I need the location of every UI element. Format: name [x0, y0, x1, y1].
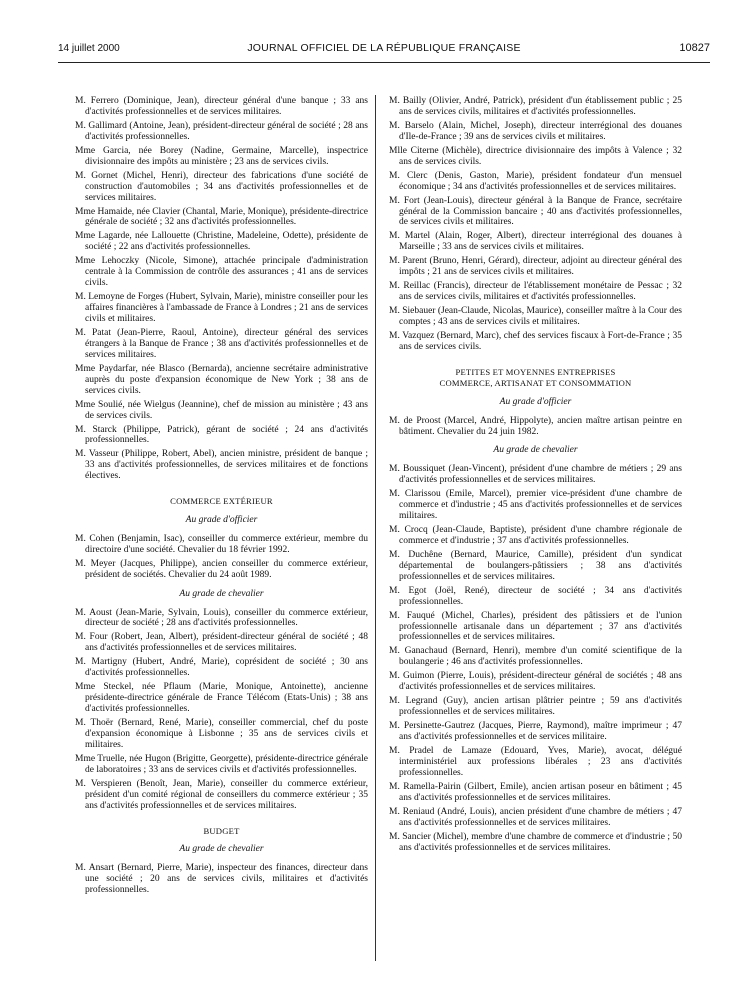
nomination-entry: M. Ansart (Bernard, Pierre, Marie), inspecteur des finances, directeur dans une société ; 20 ans de services civils, militaires et d'activités professionnelles. [75, 863, 368, 896]
nomination-entry: M. Vasseur (Philippe, Robert, Abel), ancien ministre, président de banque ; 33 ans d'activités professionnelles, de services militaires et de fonctions électives. [75, 449, 368, 482]
nomination-entry: M. Verspieren (Benoît, Jean, Marie), conseiller du commerce extérieur, président d'un comité régional de conseillers du commerce extérieur ; 35 ans d'activités professionnelles et de services militaires. [75, 778, 368, 811]
running-header [58, 41, 710, 57]
column-divider [375, 95, 376, 961]
nomination-entry: M. Cohen (Benjamin, Isac), conseiller du commerce extérieur, membre du directoire d'une société. Chevalier du 18 février 1992. [75, 533, 368, 555]
nomination-entry: M. Sancier (Michel), membre d'une chambre de commerce et d'industrie ; 50 ans d'activités professionnelles et de services militaires. [389, 831, 682, 853]
page-number: 10827 [679, 42, 710, 54]
nomination-entry: M. Patat (Jean-Pierre, Raoul, Antoine), directeur général des services étrangers à la Banque de France ; 38 ans d'activités professionnelles et de services militaires. [75, 327, 368, 360]
nomination-entry: M. Starck (Philippe, Patrick), gérant de société ; 24 ans d'activités professionnelles. [75, 424, 368, 446]
nomination-entry: M. Parent (Bruno, Henri, Gérard), directeur, adjoint au directeur général des impôts ; 21 ans de services civils et militaires. [389, 256, 682, 278]
nomination-entry: M. Fauqué (Michel, Charles), président des pâtissiers et de l'union professionnelle artisanale dans un département ; 37 ans d'activités professionnelles et de services militaires. [389, 610, 682, 643]
nomination-entry: M. Ganachaud (Bernard, Henri), membre d'un comité scientifique de la boulangerie ; 46 ans d'activités professionnelles. [389, 646, 682, 668]
issue-date: 14 juillet 2000 [58, 43, 120, 54]
nomination-entry: M. de Proost (Marcel, André, Hippolyte), ancien maître artisan peintre en bâtiment. Chevalier du 24 juin 1982. [389, 415, 682, 437]
header-rule [58, 62, 710, 63]
nomination-entry: M. Clerc (Denis, Gaston, Marie), président fondateur d'un mensuel économique ; 34 ans d'activités professionnelles et de services militaires. [389, 170, 682, 192]
nomination-entry: M. Reillac (Francis), directeur de l'établissement monétaire de Pessac ; 32 ans de services civils, militaires et d'activités professionnelles. [389, 281, 682, 303]
right-column [389, 96, 682, 857]
nomination-entry: M. Aoust (Jean-Marie, Sylvain, Louis), conseiller du commerce extérieur, directeur de société ; 28 ans d'activités professionnelles. [75, 607, 368, 629]
grade-heading: Au grade d'officier [499, 396, 572, 407]
grade-heading: Au grade de chevalier [179, 588, 264, 599]
nomination-entry: M. Bailly (Olivier, André, Patrick), président d'un établissement public ; 25 ans de services civils, militaires et d'activités professionnelles. [389, 96, 682, 117]
nomination-entry: Mme Paydarfar, née Blasco (Bernarda), ancienne secrétaire administrative auprès du poste d'expansion économique de New York ; 38 ans de services civils. [75, 363, 368, 396]
nomination-entry: M. Persinette-Gautrez (Jacques, Pierre, Raymond), maître imprimeur ; 47 ans d'activités professionnelles et de services militaire. [389, 721, 682, 743]
nomination-entry: M. Pradel de Lamaze (Edouard, Yves, Marie), avocat, délégué interministériel aux professions libérales ; 23 ans d'activités professionnelles. [389, 746, 682, 778]
journal-title: JOURNAL OFFICIEL DE LA RÉPUBLIQUE FRANÇAISE [247, 42, 521, 54]
nomination-entry: Mme Soulié, née Wielgus (Jeannine), chef de mission au ministère ; 43 ans de services civils. [75, 399, 368, 421]
ministry-heading: COMMERCE EXTÉRIEUR [170, 496, 273, 507]
grade-heading: Au grade de chevalier [179, 844, 264, 855]
nomination-entry: M. Clarissou (Emile, Marcel), premier vice-président d'une chambre de commerce et d'industrie ; 45 ans d'activités professionnelles et de services militaires. [389, 489, 682, 522]
nomination-entry: M. Thoër (Bernard, René, Marie), conseiller commercial, chef du poste d'expansion économique à Lisbonne ; 35 ans de services civils et militaires. [75, 718, 368, 750]
nomination-entry: M. Lemoyne de Forges (Hubert, Sylvain, Marie), ministre conseiller pour les affaires financières à l'ambassade de France à Londres ; 21 ans de services civils et militaires. [75, 292, 368, 324]
nomination-entry: M. Siebauer (Jean-Claude, Nicolas, Maurice), conseiller maître à la Cour des comptes ; 43 ans de services civils et militaires. [389, 306, 682, 328]
nomination-entry: M. Guimon (Pierre, Louis), président-directeur général de sociétés ; 48 ans d'activités professionnelles et de services militaires. [389, 671, 682, 693]
nomination-entry: Mme Garcia, née Borey (Nadine, Germaine, Marcelle), inspectrice divisionnaire des impôts au ministère ; 23 ans de services civils. [75, 145, 368, 167]
nomination-entry: M. Martel (Alain, Roger, Albert), directeur interrégional des douanes à Marseille ; 33 ans de services civils et militaires. [389, 231, 682, 253]
nomination-entry: M. Four (Robert, Jean, Albert), président-directeur général de société ; 48 ans d'activités professionnelles et de services militaires. [75, 632, 368, 654]
nomination-entry: M. Ferrero (Dominique, Jean), directeur général d'une banque ; 33 ans d'activités professionnelles et de services militaires. [75, 96, 368, 117]
ministry-heading: PETITES ET MOYENNES ENTREPRISES COMMERCE, ARTISANAT ET CONSOMMATION [439, 366, 632, 388]
nomination-entry: Mlle Citerne (Michèle), directrice divisionnaire des impôts à Valence ; 32 ans de services civils. [389, 145, 682, 167]
nomination-entry: M. Barselo (Alain, Michel, Joseph), directeur interrégional des douanes d'Ile-de-France ; 39 ans de services civils et militaires. [389, 120, 682, 142]
nomination-entry: Mme Truelle, née Hugon (Brigitte, Georgette), présidente-directrice générale de laboratoires ; 33 ans de services civils et d'activités professionnelles. [75, 753, 368, 775]
nomination-entry: Mme Lagarde, née Lallouette (Christine, Madeleine, Odette), présidente de société ; 22 ans d'activités professionnelles. [75, 231, 368, 253]
nomination-entry: M. Duchêne (Bernard, Maurice, Camille), président d'un syndicat départemental de boulangers-pâtissiers ; 38 ans d'activités professionnelles et de services militaires. [389, 549, 682, 582]
nomination-entry: M. Reniaud (André, Louis), ancien président d'une chambre de métiers ; 47 ans d'activités professionnelles et de services militaires. [389, 806, 682, 828]
nomination-entry: M. Ramella-Pairin (Gilbert, Emile), ancien artisan poseur en bâtiment ; 45 ans d'activités professionnelles et de services militaires. [389, 781, 682, 803]
grade-heading: Au grade d'officier [185, 515, 258, 526]
grade-heading: Au grade de chevalier [493, 445, 578, 456]
nomination-entry: M. Legrand (Guy), ancien artisan plâtrier peintre ; 59 ans d'activités professionnelles et de services militaires. [389, 696, 682, 718]
left-column [75, 96, 368, 899]
nomination-entry: Mme Hamaide, née Clavier (Chantal, Marie, Monique), présidente-directrice générale de société ; 32 ans d'activités professionnelles. [75, 206, 368, 228]
ministry-heading: BUDGET [203, 825, 240, 836]
nomination-entry: M. Fort (Jean-Louis), directeur général à la Banque de France, secrétaire général de la Commission bancaire ; 40 ans d'activités professionnelles, de services civils et militaires. [389, 195, 682, 228]
nomination-entry: M. Boussiquet (Jean-Vincent), président d'une chambre de métiers ; 29 ans d'activités professionnelles et de services militaires. [389, 464, 682, 486]
nomination-entry: M. Crocq (Jean-Claude, Baptiste), président d'une chambre régionale de commerce et d'industrie ; 37 ans d'activités professionnelles. [389, 525, 682, 546]
nomination-entry: M. Gornet (Michel, Henri), directeur des fabrications d'une société de construction d'automobiles ; 34 ans d'activités professionnelles et de services militaires. [75, 170, 368, 203]
nomination-entry: M. Meyer (Jacques, Philippe), ancien conseiller du commerce extérieur, président de sociétés. Chevalier du 24 août 1989. [75, 558, 368, 580]
nomination-entry: Mme Steckel, née Pflaum (Marie, Monique, Antoinette), ancienne présidente-directrice générale de France Télécom (Etats-Unis) ; 38 ans d'activités professionnelles. [75, 682, 368, 715]
nomination-entry: M. Gallimard (Antoine, Jean), président-directeur général de société ; 28 ans d'activités professionnelles. [75, 120, 368, 142]
nomination-entry: M. Egot (Joël, René), directeur de société ; 34 ans d'activités professionnelles. [389, 585, 682, 607]
nomination-entry: M. Martigny (Hubert, André, Marie), coprésident de société ; 30 ans d'activités professionnelles. [75, 657, 368, 679]
nomination-entry: M. Vazquez (Bernard, Marc), chef des services fiscaux à Fort-de-France ; 35 ans de services civils. [389, 331, 682, 352]
nomination-entry: Mme Lehoczky (Nicole, Simone), attachée principale d'administration centrale à la Commission de contrôle des assurances ; 41 ans de services civils. [75, 256, 368, 289]
